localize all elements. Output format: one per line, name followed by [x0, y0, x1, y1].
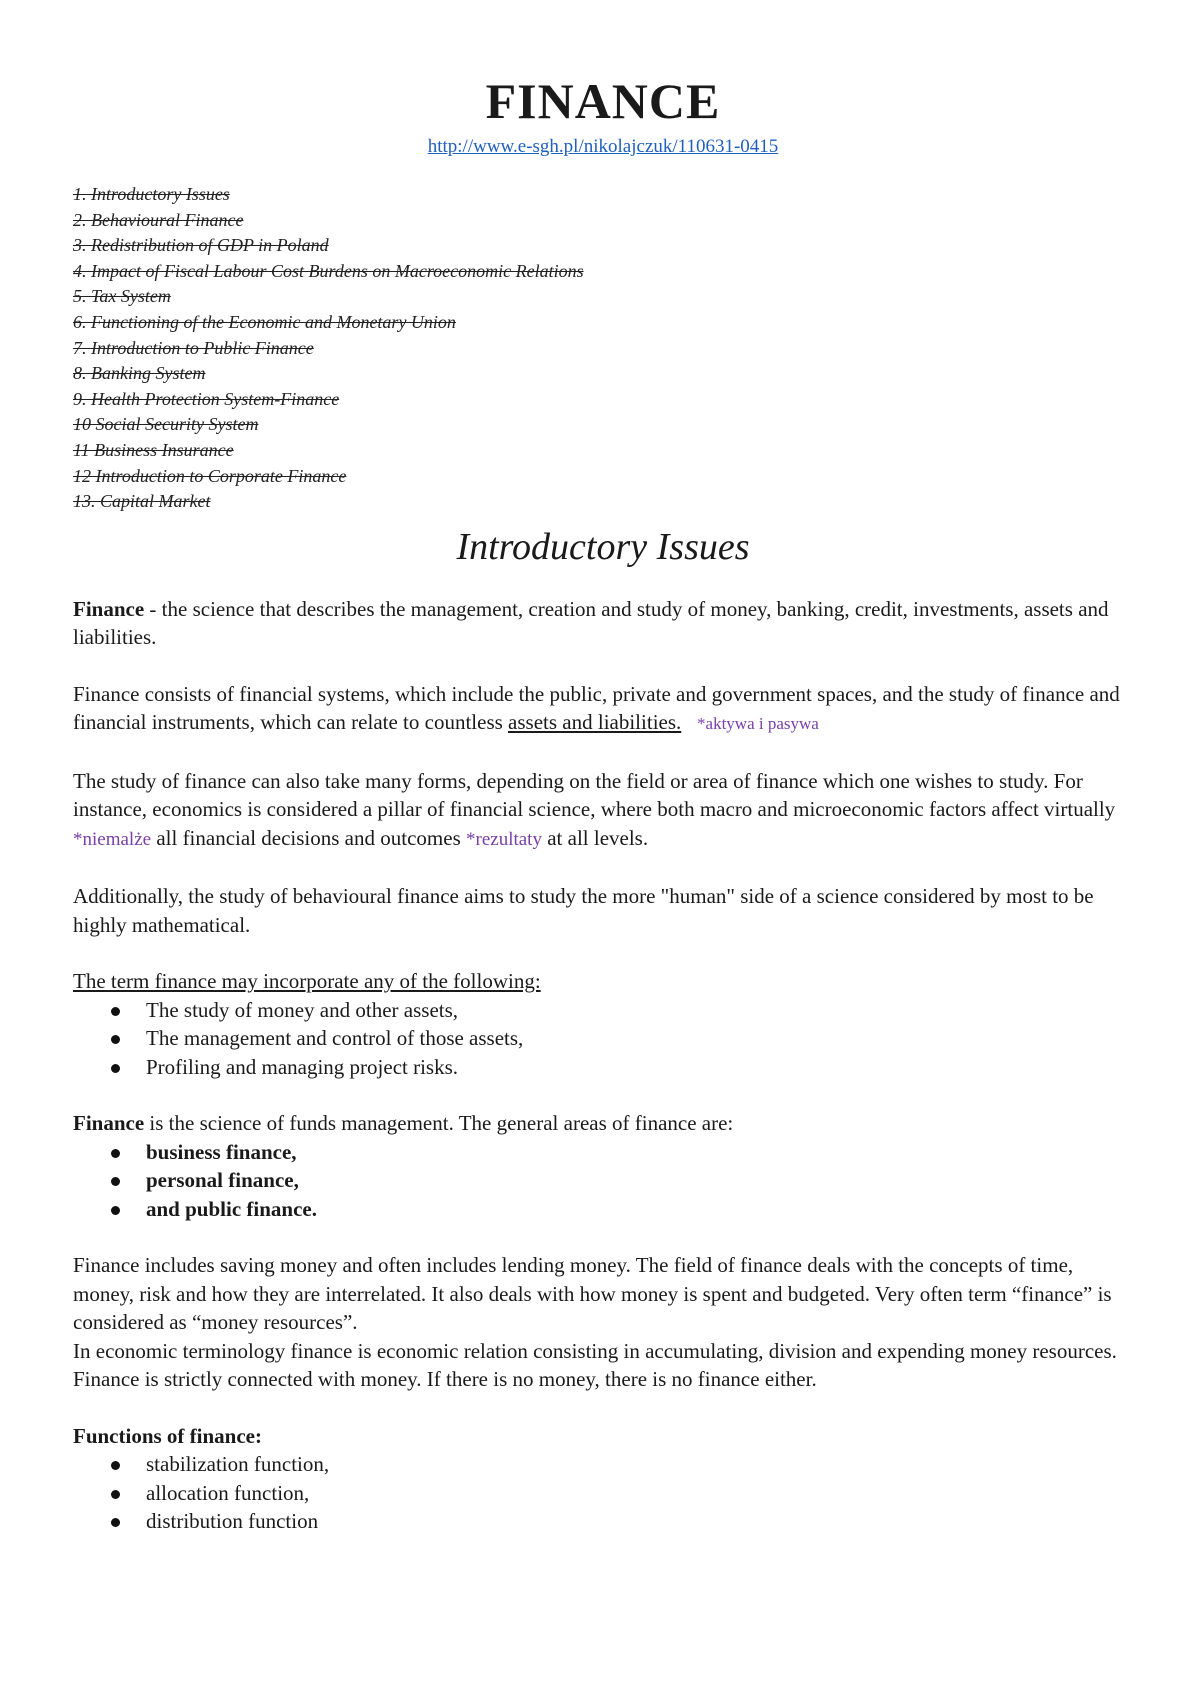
functions-list	[73, 1450, 1133, 1536]
areas-term: Finance	[73, 1111, 145, 1136]
bullet-icon	[111, 1007, 120, 1016]
economic-terminology-paragraph: In economic terminology finance is economic relation consisting in accumulating, division and expending money resources. Finance is strictly connected with money. If there is no money, there is no finance either.	[73, 1338, 1117, 1392]
list-item	[73, 1450, 1133, 1479]
paragraph-text: Finance consists of financial systems, which include the public, private and government spaces, and the study of finance and financial instruments, which can relate to countless	[73, 681, 1120, 735]
areas-paragraph	[73, 1109, 1133, 1138]
bullet-icon	[111, 1064, 120, 1073]
bullet-icon	[111, 1518, 120, 1527]
toc-item: 13. Capital Market	[73, 491, 211, 512]
list-item-text: The study of money and other assets,	[146, 997, 459, 1022]
financial-systems-paragraph	[73, 680, 1133, 739]
list-item	[73, 1024, 1133, 1053]
toc-item: 1. Introductory Issues	[73, 184, 230, 204]
section-heading: Introductory Issues	[456, 525, 750, 568]
translation-note: *niemalże	[73, 828, 152, 850]
toc-item: 4. Impact of Fiscal Labour Cost Burdens on Macroeconomic Relations	[73, 260, 584, 281]
toc-item: 12 Introduction to Corporate Finance	[73, 465, 347, 486]
source-link[interactable]: http://www.e-sgh.pl/nikolajczuk/110631-0415	[427, 136, 779, 157]
bullet-icon	[111, 1149, 120, 1158]
definition-paragraph	[73, 595, 1133, 652]
bullet-icon	[111, 1490, 120, 1499]
translation-note: *aktywa i pasywa	[697, 714, 819, 734]
bullet-icon	[111, 1206, 120, 1215]
saving-paragraph: Finance includes saving money and often includes lending money. The field of finance deals with the concepts of time, money, risk and how they are interrelated. It also deals with how money is spent and budgeted. Very often term “finance” is considered as “money resources”.	[73, 1253, 1112, 1335]
translation-note: *rezultaty	[466, 828, 542, 850]
list-item	[73, 1166, 1133, 1195]
list-item-text: and public finance.	[146, 1196, 317, 1221]
bullet-icon	[111, 1035, 120, 1044]
paragraph-text: all financial decisions and outcomes	[151, 825, 466, 850]
list-item	[73, 996, 1133, 1025]
underlined-phrase: assets and liabilities.	[508, 710, 682, 735]
list-item-text: stabilization function,	[146, 1452, 330, 1477]
definition-term: Finance	[73, 596, 145, 621]
toc-item: 3. Redistribution of GDP in Poland	[73, 235, 329, 256]
areas-text: is the science of funds management. The general areas of finance are:	[144, 1111, 734, 1136]
list-item-text: distribution function	[146, 1509, 319, 1534]
list-item	[73, 1138, 1133, 1167]
list-item	[73, 1053, 1133, 1082]
toc-item: 2. Behavioural Finance	[73, 209, 244, 230]
paragraph-text: The study of finance can also take many forms, depending on the field or area of finance which one wishes to study. For instance, economics is considered a pillar of financial science, where both macro and microeconomic factors affect virtually	[73, 768, 1116, 822]
bullet-icon	[111, 1461, 120, 1470]
table-of-contents	[73, 182, 1133, 515]
behavioural-paragraph: Additionally, the study of behavioural finance aims to study the more "human" side of a science considered by most to be highly mathematical.	[73, 884, 1094, 937]
document-page	[73, 70, 1133, 1536]
document-title: FINANCE	[485, 73, 721, 129]
study-forms-paragraph	[73, 767, 1133, 855]
toc-item: 8. Banking System	[73, 363, 206, 384]
list-item	[73, 1507, 1133, 1536]
list-item-text: The management and control of those assets,	[146, 1026, 524, 1051]
toc-item: 10 Social Security System	[73, 414, 259, 435]
paragraph-text: at all levels.	[541, 825, 649, 850]
toc-item: 11 Business Insurance	[73, 439, 234, 460]
toc-item: 7. Introduction to Public Finance	[73, 337, 314, 358]
term-heading-text: The term finance may incorporate any of the following:	[73, 969, 541, 994]
list-item-text: Profiling and managing project risks.	[146, 1054, 459, 1079]
term-list	[73, 996, 1133, 1082]
list-item-text: personal finance,	[146, 1168, 299, 1193]
areas-list	[73, 1138, 1133, 1224]
list-item-text: business finance,	[146, 1139, 297, 1164]
toc-item: 6. Functioning of the Economic and Monetary Union	[73, 311, 456, 332]
list-item	[73, 1479, 1133, 1508]
list-item	[73, 1195, 1133, 1224]
definition-text: - the science that describes the management, creation and study of money, banking, credit, investments, assets and liabilities.	[73, 596, 1109, 650]
bullet-icon	[111, 1177, 120, 1186]
functions-heading-text: Functions of finance:	[73, 1423, 262, 1448]
toc-item: 5. Tax System	[73, 286, 171, 307]
functions-heading	[73, 1422, 1133, 1451]
toc-item: 9. Health Protection System-Finance	[73, 388, 340, 409]
list-item-text: allocation function,	[146, 1480, 310, 1505]
term-heading	[73, 967, 1133, 996]
